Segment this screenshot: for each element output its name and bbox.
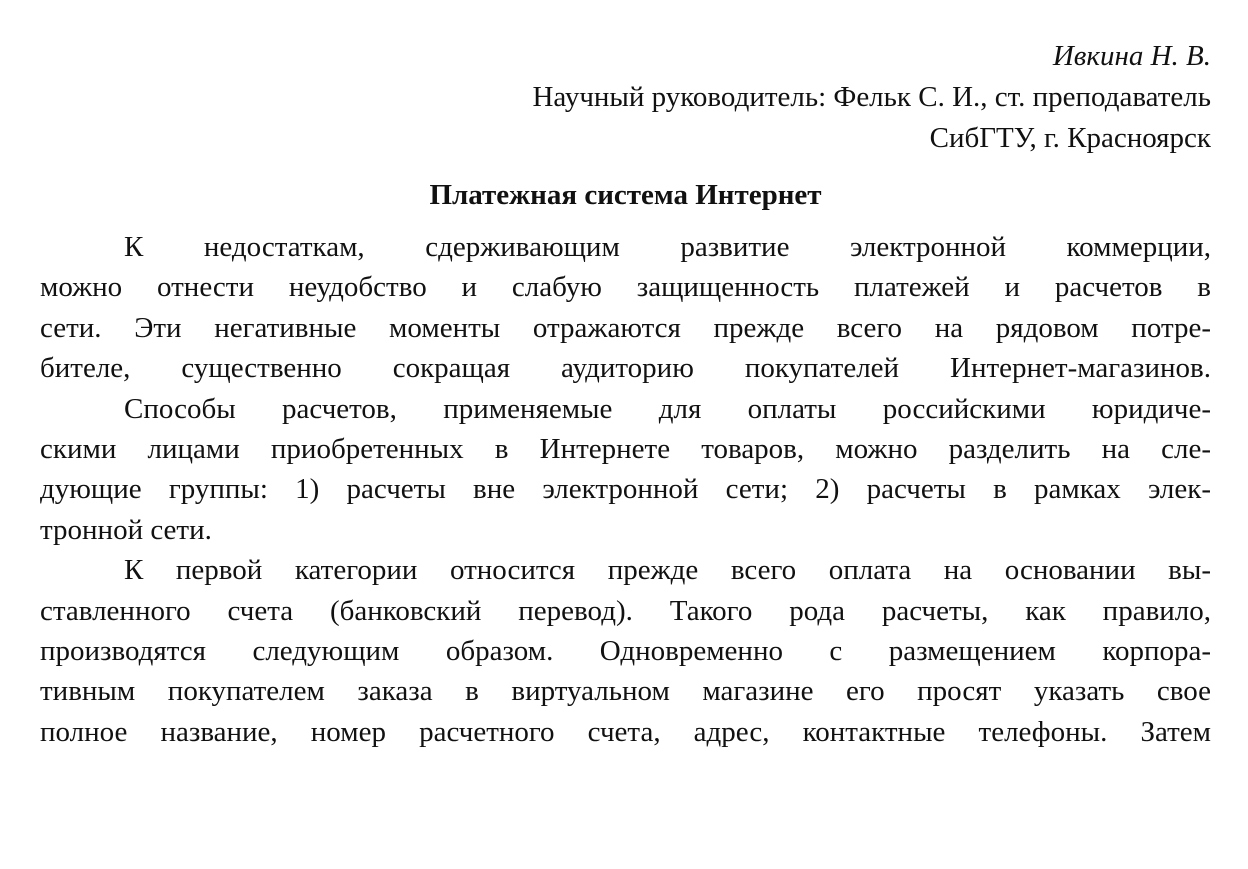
document-page <box>40 36 1211 836</box>
document-title: Платежная система Интернет <box>429 179 822 211</box>
scientific-advisor: Научный руководитель: Фельк С. И., ст. преподаватель <box>532 81 1211 113</box>
paragraph-1-line-2: можно отнести неудобство и слабую защищенность платежей и расчетов в <box>40 271 1211 304</box>
body-text <box>40 227 1211 752</box>
paragraph-2-line-4: тронной сети. <box>40 513 212 546</box>
paragraph-2-line-3: дующие группы: 1) расчеты вне электронной сети; 2) расчеты в рамках элек- <box>40 473 1211 506</box>
paragraph-3-line-5: полное название, номер расчетного счета, адрес, контактные телефоны. Затем <box>40 715 1211 748</box>
paragraph-1-line-4: бителе, существенно сокращая аудиторию покупателей Интернет-магазинов. <box>40 352 1211 385</box>
paragraph-2-line-1: Способы расчетов, применяемые для оплаты российскими юридиче- <box>124 392 1211 425</box>
paragraph-3-line-1: К первой категории относится прежде всего оплата на основании вы- <box>124 554 1211 587</box>
paragraph-1-line-1: К недостаткам, сдерживающим развитие электронной коммерции, <box>124 231 1211 263</box>
paragraph-3-line-2: ставленного счета (банковский перевод). Такого рода расчеты, как правило, <box>40 594 1211 627</box>
author-name: Ивкина Н. В. <box>1052 40 1211 72</box>
affiliation: СибГТУ, г. Красноярск <box>929 122 1211 154</box>
paragraph-1-line-3: сети. Эти негативные моменты отражаются прежде всего на рядовом потре- <box>40 311 1211 344</box>
author-header <box>40 36 1211 159</box>
paragraph-2-line-2: скими лицами приобретенных в Интернете товаров, можно разделить на сле- <box>40 433 1211 466</box>
paragraph-3-line-4: тивным покупателем заказа в виртуальном магазине его просят указать свое <box>40 675 1211 708</box>
paragraph-3-line-3: производятся следующим образом. Одновременно с размещением корпора- <box>40 635 1211 668</box>
